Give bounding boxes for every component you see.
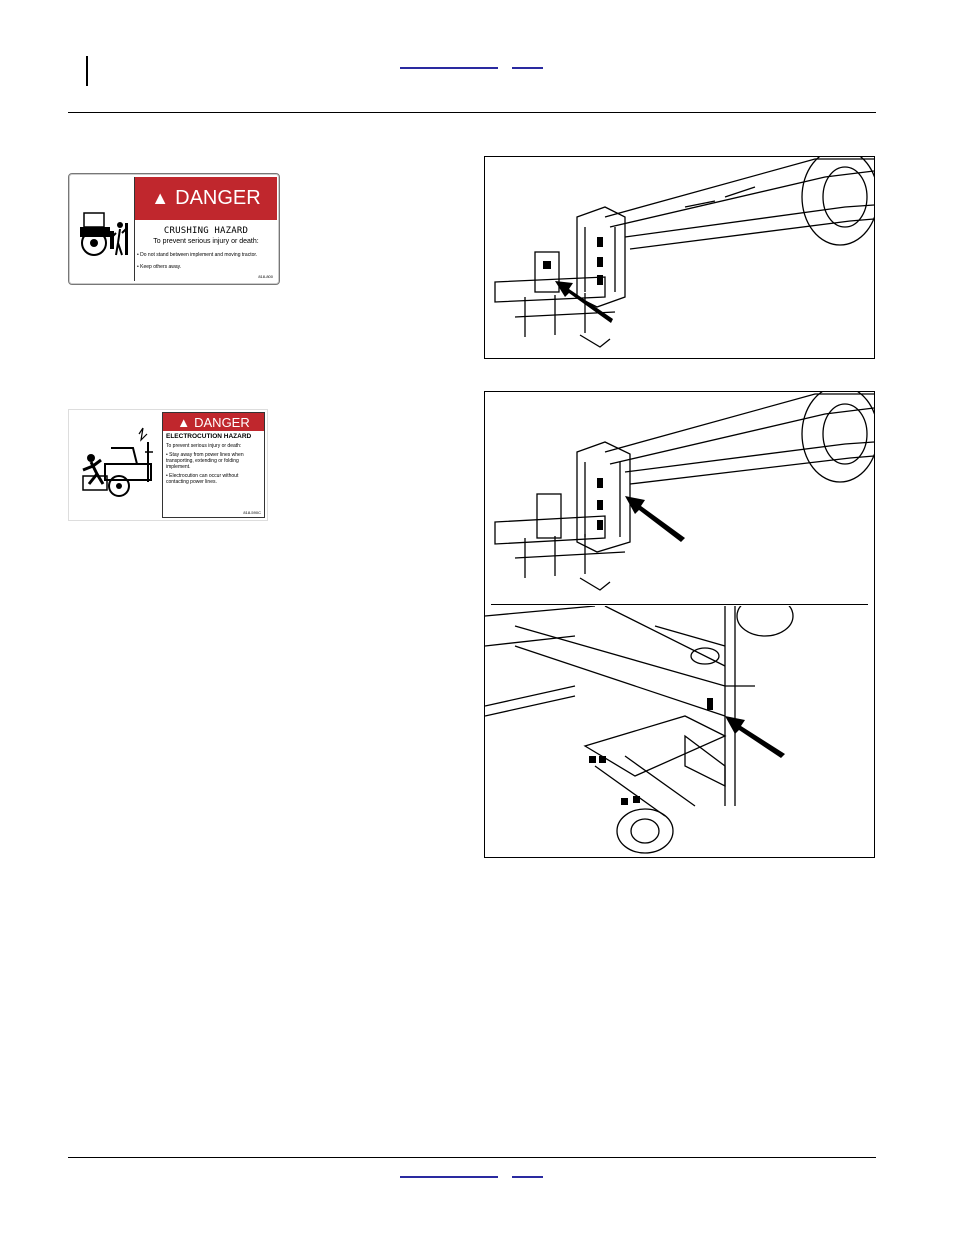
decal-part-number: 818-590C	[243, 510, 261, 515]
hazard-title: ELECTROCUTION HAZARD	[166, 433, 252, 440]
footer-rule	[68, 1157, 876, 1158]
hazard-bullet-1: • Do not stand between implement and moving tractor.	[137, 252, 258, 258]
arrow-icon	[555, 281, 613, 323]
decal-electrocution-hazard	[68, 409, 268, 521]
signal-word: DANGER	[194, 414, 250, 430]
figure-divider	[491, 604, 868, 605]
electrocution-pictogram	[71, 412, 161, 518]
hazard-intro: To prevent serious injury or death:	[153, 238, 259, 245]
arrow-icon	[625, 496, 685, 542]
danger-header	[135, 177, 277, 220]
header-link-b[interactable]	[512, 67, 543, 69]
hazard-bullet-1: • Stay away from power lines when transporting, extending or folding implement.	[166, 452, 244, 470]
hazard-intro: To prevent serious injury or death:	[166, 443, 242, 449]
tractor-person-pictogram	[72, 177, 135, 281]
header-link-a[interactable]	[400, 67, 498, 69]
implement-hitch-illustration	[485, 157, 874, 358]
header-margin-bar	[86, 56, 88, 86]
implement-hitch-illustration-top	[485, 392, 874, 604]
hazard-bullet-2: • Keep others away.	[137, 264, 182, 270]
header-rule	[68, 112, 876, 113]
figure-electrocution-decal-location	[484, 391, 875, 858]
decal-crushing-hazard	[68, 173, 280, 285]
arrow-icon	[725, 716, 785, 758]
figure-crushing-decal-location	[484, 156, 875, 359]
footer-link-a[interactable]	[400, 1176, 498, 1178]
footer-link-b[interactable]	[512, 1176, 543, 1178]
signal-word: DANGER	[175, 187, 261, 209]
electrocution-text-panel	[162, 412, 265, 518]
warning-triangle-icon: ▲	[177, 414, 191, 430]
danger-header	[163, 413, 264, 431]
decal-part-number: 818-800	[258, 274, 273, 279]
hazard-bullet-2: • Electrocution can occur without contacting power lines.	[166, 473, 239, 485]
hazard-title: CRUSHING HAZARD	[163, 226, 249, 236]
warning-triangle-icon: ▲	[151, 188, 170, 208]
frame-rear-illustration	[485, 606, 874, 858]
